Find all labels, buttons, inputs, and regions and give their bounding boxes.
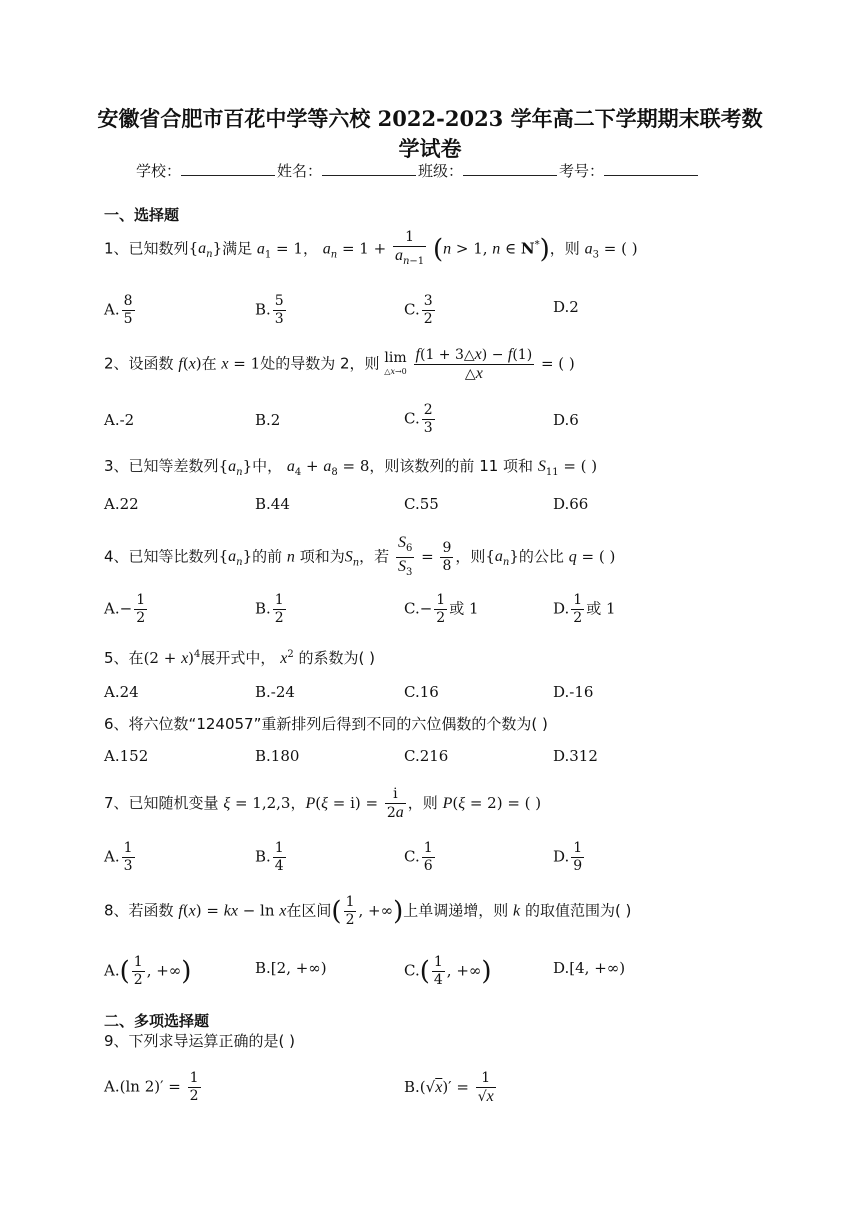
q7-option-d[interactable]: D. $\frac{1}{9}$	[553, 840, 583, 874]
q3-option-a[interactable]: A.22	[104, 495, 139, 513]
q6-option-a[interactable]: A.152	[104, 747, 149, 765]
exam-title-line-1: 安徽省合肥市百花中学等六校 2022-2023 学年高二下学期期末联考数	[97, 106, 763, 131]
question-9: 9、下列求导运算正确的是( )	[104, 1032, 296, 1050]
class-label: 班级：	[418, 162, 464, 180]
q4-option-d[interactable]: D. $\frac{1}{2}$ 或 1	[553, 592, 616, 626]
q4-option-a[interactable]: A.− $\frac{1}{2}$	[104, 592, 146, 626]
number-blank[interactable]	[604, 161, 698, 176]
question-1: 1、已知数列$\{a_n\}$满足 $a_1 = 1$， $a_n = 1$ + $\frac{1}{a_{n-1}}$ (n > 1, n ∈ N*)，则 $a_3$ = ( )	[104, 229, 638, 267]
q8-option-c[interactable]: C.( $\frac{1}{4}$ , +∞)	[404, 954, 492, 988]
question-2: 2、设函数 f(x)在 x = 1处的导数为 2，则 lim △x→0 $\frac{f(1 + 3\triangle x) - f(1)}{\triangle x}$ = ( )	[104, 346, 575, 382]
question-4: 4、已知等比数列$\{a_n\}$的前 n 项和为$S_n$，若 $\frac{S_6}{S_3}$ = $\frac{9}{8}$ ，则$\{a_n\}$的公比 q = ( )	[104, 534, 616, 578]
school-label: 学校：	[136, 162, 182, 180]
q1-option-c[interactable]: C. $\frac{3}{2}$	[404, 293, 433, 327]
q4-option-b[interactable]: B. $\frac{1}{2}$	[255, 592, 284, 626]
q8-option-d[interactable]: D.[4, +∞)	[553, 959, 626, 977]
q4-option-c[interactable]: C.− $\frac{1}{2}$ 或 1	[404, 592, 479, 626]
q6-option-c[interactable]: C.216	[404, 747, 449, 765]
q8-option-b[interactable]: B.[2, +∞)	[255, 959, 327, 977]
q2-option-b[interactable]: B.2	[255, 411, 281, 429]
q3-option-c[interactable]: C.55	[404, 495, 439, 513]
q9-option-b[interactable]: B.(√x)′ = $\frac{1}{√x}$	[404, 1070, 494, 1105]
q7-option-a[interactable]: A. $\frac{1}{3}$	[104, 840, 133, 874]
exam-title-line-2: 学试卷	[398, 136, 462, 161]
question-7: 7、已知随机变量 ξ = 1,2,3，P(ξ = i) = $\frac{i}{2a}$ ，则 P(ξ = 2) = ( )	[104, 786, 542, 821]
q5-option-c[interactable]: C.16	[404, 683, 439, 701]
student-info-line	[136, 160, 700, 181]
q5-option-b[interactable]: B.-24	[255, 683, 295, 701]
school-blank[interactable]	[181, 161, 275, 176]
q2-option-a[interactable]: A.-2	[104, 411, 135, 429]
q8-option-a[interactable]: A.( $\frac{1}{2}$ , +∞)	[104, 954, 192, 988]
q6-option-b[interactable]: B.180	[255, 747, 300, 765]
q3-option-b[interactable]: B.44	[255, 495, 290, 513]
q3-option-d[interactable]: D.66	[553, 495, 589, 513]
q6-option-d[interactable]: D.312	[553, 747, 598, 765]
section-heading-single-choice: 一、选择题	[104, 206, 180, 224]
q2-option-c[interactable]: C. $\frac{2}{3}$	[404, 402, 433, 436]
q1-option-a[interactable]: A. $\frac{8}{5}$	[104, 293, 133, 327]
question-8: 8、若函数 f(x) = kx − ln x在区间( $\frac{1}{2}$ , +∞)上单调递增，则 k 的取值范围为( )	[104, 894, 632, 928]
name-blank[interactable]	[322, 161, 416, 176]
name-label: 姓名：	[277, 162, 323, 180]
question-6: 6、将六位数“124057”重新排列后得到不同的六位偶数的个数为( )	[104, 715, 548, 733]
q2-option-d[interactable]: D.6	[553, 411, 579, 429]
question-3: 3、已知等差数列$\{a_n\}$中， $a_4 + a_8 = 8$，则该数列的前 11 项和 $S_{11}$ = ( )	[104, 457, 598, 478]
q1-option-b[interactable]: B. $\frac{5}{3}$	[255, 293, 284, 327]
class-blank[interactable]	[463, 161, 557, 176]
q9-option-a[interactable]: A.(ln 2)′ = $\frac{1}{2}$	[104, 1070, 199, 1104]
question-5: 5、在$(2 + x)^4$展开式中， $x^2$ 的系数为( )	[104, 649, 375, 667]
q5-option-d[interactable]: D.-16	[553, 683, 594, 701]
q5-option-a[interactable]: A.24	[104, 683, 139, 701]
q7-option-b[interactable]: B. $\frac{1}{4}$	[255, 840, 284, 874]
section-heading-multiple-choice: 二、多项选择题	[104, 1012, 210, 1030]
q7-option-c[interactable]: C. $\frac{1}{6}$	[404, 840, 433, 874]
q1-option-d[interactable]: D.2	[553, 298, 579, 316]
number-label: 考号：	[559, 162, 605, 180]
